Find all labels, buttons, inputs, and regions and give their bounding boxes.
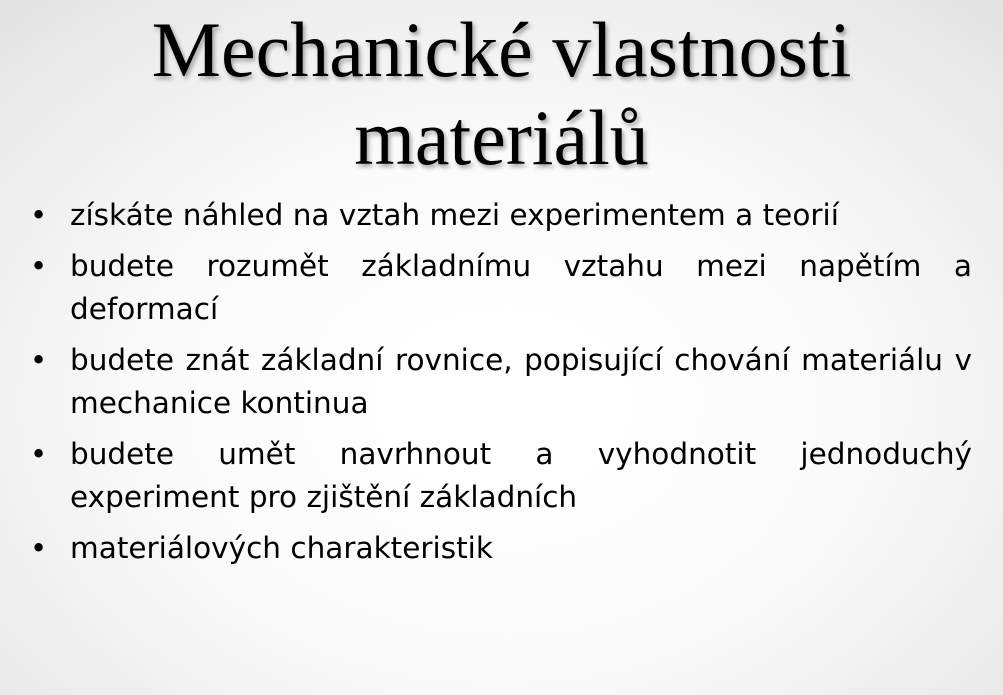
bullet-item	[30, 433, 972, 519]
bullet-item	[30, 339, 972, 425]
bullet-dot-icon: •	[30, 198, 48, 232]
bullet-dot-icon: •	[30, 249, 48, 283]
bullet-item	[30, 245, 972, 331]
bullet-text: budete znát základní rovnice, popisující chování materiálu v mechanice kontinua	[70, 343, 972, 420]
bullet-item	[30, 527, 972, 570]
bullet-item	[30, 194, 972, 237]
bullet-dot-icon: •	[30, 437, 48, 471]
bullet-text: budete umět navrhnout a vyhodnotit jednoduchý experiment pro zjištění základních	[70, 437, 972, 514]
title-line-2: materiálů	[354, 94, 649, 181]
title-line-1: Mechanické vlastnosti	[151, 6, 852, 93]
bullet-text: získáte náhled na vztah mezi experimentem a teorií	[70, 198, 839, 232]
bullet-dot-icon: •	[30, 531, 48, 565]
bullet-dot-icon: •	[30, 343, 48, 377]
bullet-list	[0, 194, 1003, 578]
slide-title	[0, 6, 1003, 182]
bullet-text: budete rozumět základnímu vztahu mezi napětím a deformací	[70, 249, 972, 326]
bullet-text: materiálových charakteristik	[70, 531, 493, 565]
